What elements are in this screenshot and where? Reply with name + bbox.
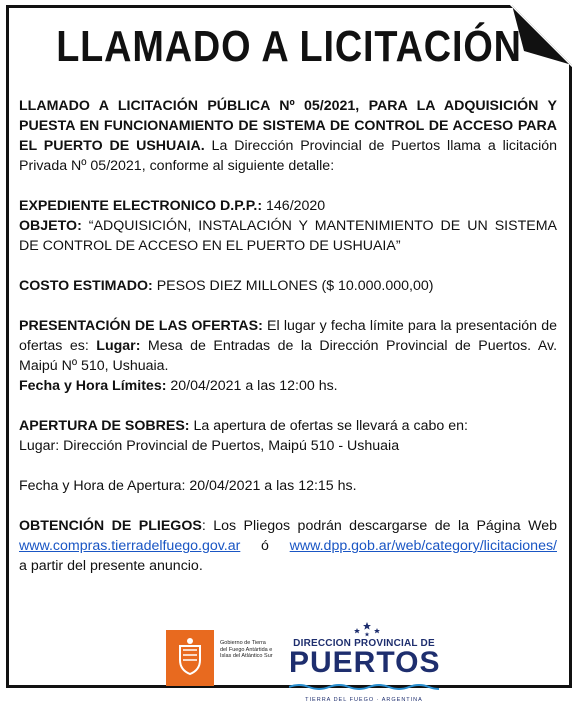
dpp-name: PUERTOS: [289, 646, 441, 679]
apertura-lugar: Lugar: Dirección Provincial de Puertos, Maipú 510 - Ushuaia: [19, 438, 400, 454]
wave-icon: [289, 684, 439, 690]
notice-body: [19, 96, 569, 576]
gobierno-text: Gobierno de Tierra del Fuego Antártida e Islas del Atlántico Sur: [220, 640, 273, 659]
apertura-fecha: Fecha y Hora de Apertura: 20/04/2021 a las 12:15 hs.: [19, 478, 357, 494]
dpp-subtitle: TIERRA DEL FUEGO · ARGENTINA: [305, 697, 423, 703]
costo-label: COSTO ESTIMADO:: [19, 278, 153, 294]
dpp-line: DIRECCION PROVINCIAL DE: [293, 638, 435, 649]
pliegos-mid: ó: [240, 538, 290, 554]
tdf-emblem-icon: [166, 630, 214, 686]
pliegos-text: : Los Pliegos podrán descargarse de la Página Web: [201, 518, 557, 534]
presentacion-text: El lugar y fecha límite para la presentación de ofertas es:: [19, 318, 557, 354]
page-title: LLAMADO A LICITACIÓN: [56, 22, 522, 71]
apertura-line: [19, 416, 557, 436]
dpp-link[interactable]: www.dpp.gob.ar/web/category/licitaciones/: [289, 538, 557, 554]
compras-link[interactable]: www.compras.tierradelfuego.gov.ar: [19, 538, 241, 554]
objeto-line: [19, 216, 557, 256]
objeto-value: “ADQUISICIÓN, INSTALACIÓN Y MANTENIMIENTO DE UN SISTEMA DE CONTROL DE ACCESO EN EL PUERTO DE USHUAIA”: [19, 218, 557, 254]
pliegos-label: OBTENCIÓN DE PLIEGOS: [19, 518, 202, 534]
lugar-value: Mesa de Entradas de la Dirección Provincial de Puertos. Av. Maipú Nº 510, Ushuaia.: [19, 338, 558, 374]
dpp-logo: [289, 620, 441, 703]
apertura-label: APERTURA DE SOBRES:: [19, 418, 190, 434]
expediente-value: 146/2020: [262, 198, 326, 214]
presentacion-paragraph: [19, 316, 557, 376]
notice-frame: [6, 5, 572, 703]
costo-value: PESOS DIEZ MILLONES ($ 10.000.000,00): [152, 278, 434, 294]
costo-line: [19, 276, 557, 296]
apertura-text: La apertura de ofertas se llevará a cabo en:: [189, 418, 468, 434]
expediente-label: EXPEDIENTE ELECTRONICO D.P.P.:: [19, 198, 263, 214]
presentacion-label: PRESENTACIÓN DE LAS OFERTAS:: [19, 318, 263, 334]
fecha-limite-label: Fecha y Hora Límites:: [19, 378, 167, 394]
stars-icon: [347, 622, 387, 638]
intro-paragraph: [19, 96, 557, 176]
intro-text: La Dirección Provincial de Puertos llama a licitación Privada Nº 05/2021, conforme al siguiente detalle:: [19, 138, 557, 174]
lugar-label: Lugar:: [96, 338, 141, 354]
expediente-line: [19, 196, 557, 216]
objeto-label: OBJETO:: [19, 218, 82, 234]
pliegos-end: a partir del presente anuncio.: [19, 538, 569, 574]
gobierno-tdf-logo: [166, 630, 274, 686]
footer-logos: [9, 620, 569, 703]
fecha-limite-value: 20/04/2021 a las 12:00 hs.: [166, 378, 338, 394]
pliegos-paragraph: [19, 516, 569, 576]
intro-bold: LLAMADO A LICITACIÓN PÚBLICA Nº 05/2021, PARA LA ADQUISICIÓN Y PUESTA EN FUNCIONAMIENTO DE SISTEMA DE CONTROL DE ACCESO PARA EL PUERTO DE USHUAIA.: [19, 98, 557, 154]
fecha-limite-line: [19, 376, 557, 396]
